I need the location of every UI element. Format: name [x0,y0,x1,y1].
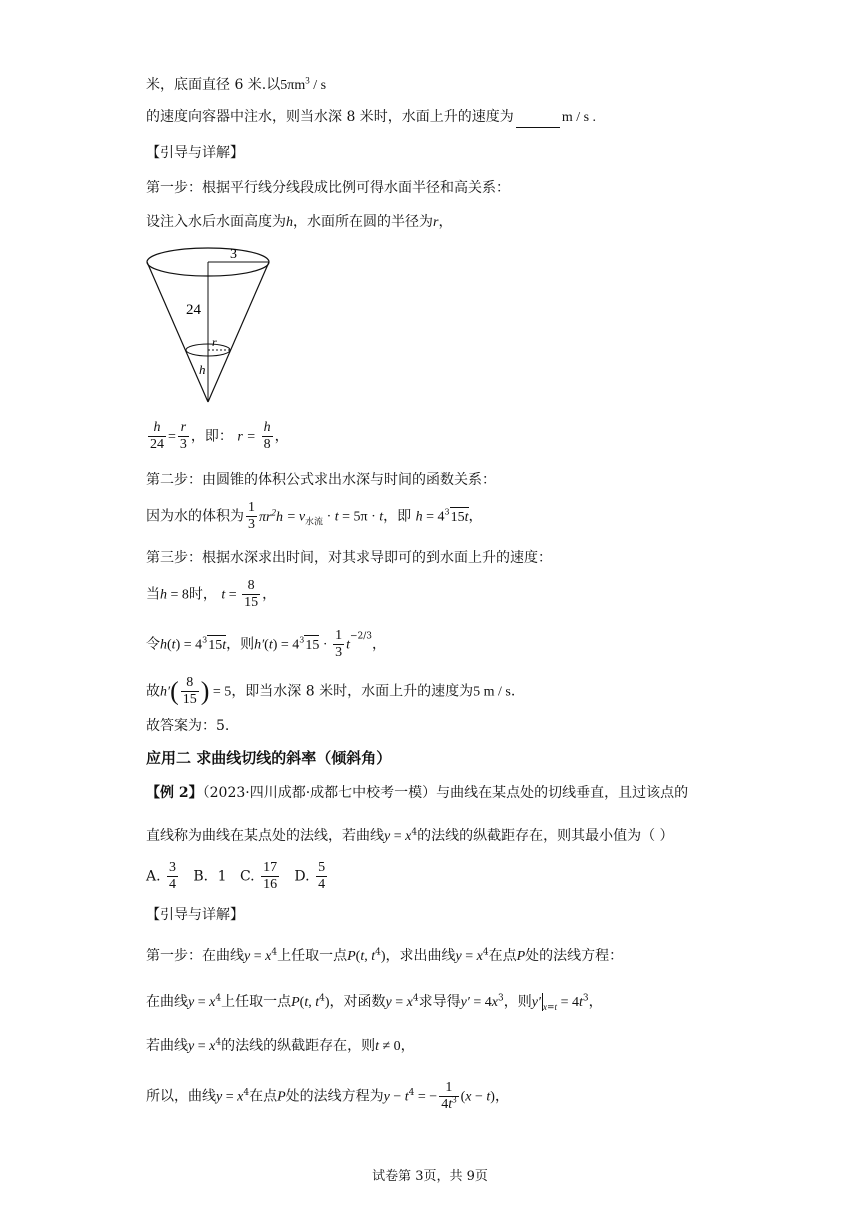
volume-connector: ，即 [383,508,412,525]
var-h: h [286,215,293,230]
answer-line: 故答案为：5. [146,718,230,734]
ratio-end: ， [274,428,289,445]
label-radius: 3 [230,247,237,262]
when-text: 当 [146,586,160,603]
conclusion-line: 故h′( $\frac{8}{15}$ ) = 5，即当水深 8 米时，水面上升的速度为5 m / s. [146,675,516,707]
cone-figure [140,242,275,407]
step-3b-line: 若曲线$y = x^4$的法线的纵截距存在，则t ≠ 0， [146,1037,415,1054]
example-label: 【例 2】 [146,785,203,801]
frac-den: 8 [263,437,271,452]
frac-den: 3 [179,437,187,452]
frac-den: 4 [318,877,326,892]
step-1b-line: 第一步：在曲线$y = x^4$上任取一点P(t, $t^4$)，求出曲线$y = x^4$在点P处的法线方程： [146,947,624,964]
option-b: B．1 [193,868,227,885]
frac-den: 3 [335,645,343,660]
frac-num: 1 [248,500,255,515]
option-a-frac: $\frac{3}{4}$ [169,860,177,892]
line-2-unit: m / s . [561,110,597,125]
s3-a: 若曲线 [146,1038,188,1054]
therefore-text: 故 [146,683,160,700]
cone-right-side [208,262,269,402]
cone-left-side [147,262,208,402]
when-text-2: 时， [188,586,217,603]
frac-1-4t3: $\frac{1}{4t^3}$ [441,1080,457,1112]
line-5-b: ，水面所在圆的半径为 [293,214,433,230]
label-h: h [199,362,206,377]
frac-8-15 [242,578,260,611]
frac-den: 16 [263,877,278,892]
example-text-1: 与曲线在某点处的切线垂直，且过该点的 [436,785,689,801]
frac-num: r [178,420,189,437]
line-5-a: 设注入水后水面高度为 [146,214,286,230]
frac-num: 8 [242,578,260,595]
frac-1-3b [333,628,344,661]
option-d-label: D. [294,868,310,885]
s1-d: 在点 [488,948,517,964]
line-5-c: ， [438,214,453,230]
then-text: ，则 [226,636,255,653]
var-r: r [433,215,439,230]
step-3-title: 第三步：根据水深求出时间，对其求导即可的到水面上升的速度： [146,550,552,566]
ratio-line: $\frac{h}{24}$ = $\frac{r}{3}$ ，即： r = $\frac{h}{8}$ ， [150,420,289,452]
s2-c: ，对函数 [329,994,386,1010]
frac-r-3 [178,420,189,453]
page-footer: 试卷第 3页，共 9页 [372,1169,488,1184]
conclusion-text: ，即当水深 8 米时，水面上升的速度为 [231,683,474,700]
derivative-end: ， [371,636,386,653]
let-text: 令 [146,636,160,653]
s4-a: 所以，曲线 [146,1088,216,1105]
s3-b: 的法线的纵截距存在，则 [221,1038,376,1054]
frac-den: 15 [182,692,197,707]
frac-num: h [148,420,166,437]
s2-b: 上任取一点 [221,994,292,1010]
s2-f: ， [588,994,603,1010]
frac-num: 17 [263,860,278,875]
volume-line: 因为水的体积为 $\frac{1}{3}$ $\pi r^2h = v_{水流} \cdot t = 5\pi \cdot t$，即 $h = 4^315t$， [146,500,483,532]
answer-blank [516,113,560,128]
example-line-1 [146,783,688,803]
guide-label-1: 【引导与详解】 [146,145,244,161]
frac-num: 1 [439,1080,458,1097]
frac-h-8 [262,420,273,453]
derivative-line: 令$h(t) = 4^315t$，则$h'(t) = 4^315$ · $\frac{1}{3}$ $t^{-2/3}$， [146,628,386,660]
frac-den: 4 [169,877,177,892]
rate-unit: / s [309,78,327,93]
s4-d: ， [494,1088,509,1105]
s2-d: 求导得 [418,994,461,1010]
s3-c: ， [400,1038,415,1054]
step-2-title: 第二步：由圆锥的体积公式求出水深与时间的函数关系： [146,472,496,488]
s1-e: 处的法线方程： [525,948,624,964]
frac-den: 15 [244,595,259,610]
option-c-frac [261,860,279,893]
example-text-2b: 的法线的纵截距存在，则其最小值为（ ） [417,828,674,844]
example-source: （2023·四川成都·成都七中校考一模） [202,785,437,801]
rate-value [280,75,327,93]
label-r: r [212,335,217,349]
frac-den: 3 [248,517,255,532]
s1-b: 上任取一点 [277,948,348,964]
volume-text: 因为水的体积为 [146,508,244,525]
label-height: 24 [186,302,201,318]
ratio-connector: ，即： [190,428,233,445]
options-line [146,860,329,893]
step-2b-line: 在曲线$y = x^4$上任取一点P(t, $t^4$)，对函数$y = x^4$求导得$y' = 4x^3$，则y′ $_{x=t} = 4t^3$， [146,993,603,1013]
text-line-1 [146,75,326,96]
text-line-2 [146,107,596,128]
line-1-text: 米，底面直径 6 米.以 [146,77,281,93]
option-d-frac [316,860,327,893]
line-2-text: 的速度向容器中注水，则当水深 8 米时，水面上升的速度为 [146,109,514,125]
step-4b-line: 所以，曲线$y = x^4$在点P处的法线方程为$y - t^4$ = − $\frac{1}{4t^3}$ (x − t)， [146,1080,509,1112]
s4-b: 在点 [249,1088,278,1105]
frac-num: 5 [318,860,326,875]
when-line: 当h = 8时， t = $\frac{8}{15}$ ， [146,578,277,610]
frac-8-15b [181,675,199,708]
option-a-label: A. [146,868,161,885]
text-line-5 [146,212,452,233]
speed-value: 5 m / s [473,684,511,700]
frac-den: 24 [150,437,164,452]
s1-c: ，求出曲线 [385,948,456,964]
s1-a: 第一步：在曲线 [146,948,244,964]
s2-e: ，则 [503,994,532,1010]
frac-num: h [263,420,271,435]
frac-1-3 [246,500,257,533]
option-c-label: C. [239,868,255,885]
example-text-2a: 直线称为曲线在某点处的法线，若曲线 [146,828,384,844]
volume-end: ， [468,508,483,525]
rate-base: 5πm [280,78,306,93]
s4-c: 处的法线方程为 [285,1088,384,1105]
conclusion-end: . [510,683,516,700]
step-1-title: 第一步：根据平行线分线段成比例可得水面半径和高关系： [146,180,510,196]
frac-h-24 [148,420,166,453]
s2-a: 在曲线 [146,994,188,1010]
section-heading: 应用二 求曲线切线的斜率（倾斜角） [146,749,392,767]
example-line-2: 直线称为曲线在某点处的法线，若曲线$y = x^4$的法线的纵截距存在，则其最小值为（ ） [146,827,674,844]
guide-label-2: 【引导与详解】 [146,907,244,923]
rate-exp: 3 [305,75,310,86]
when-end: ， [262,586,277,603]
frac-num: 8 [181,675,199,692]
frac-num: 1 [335,628,343,643]
